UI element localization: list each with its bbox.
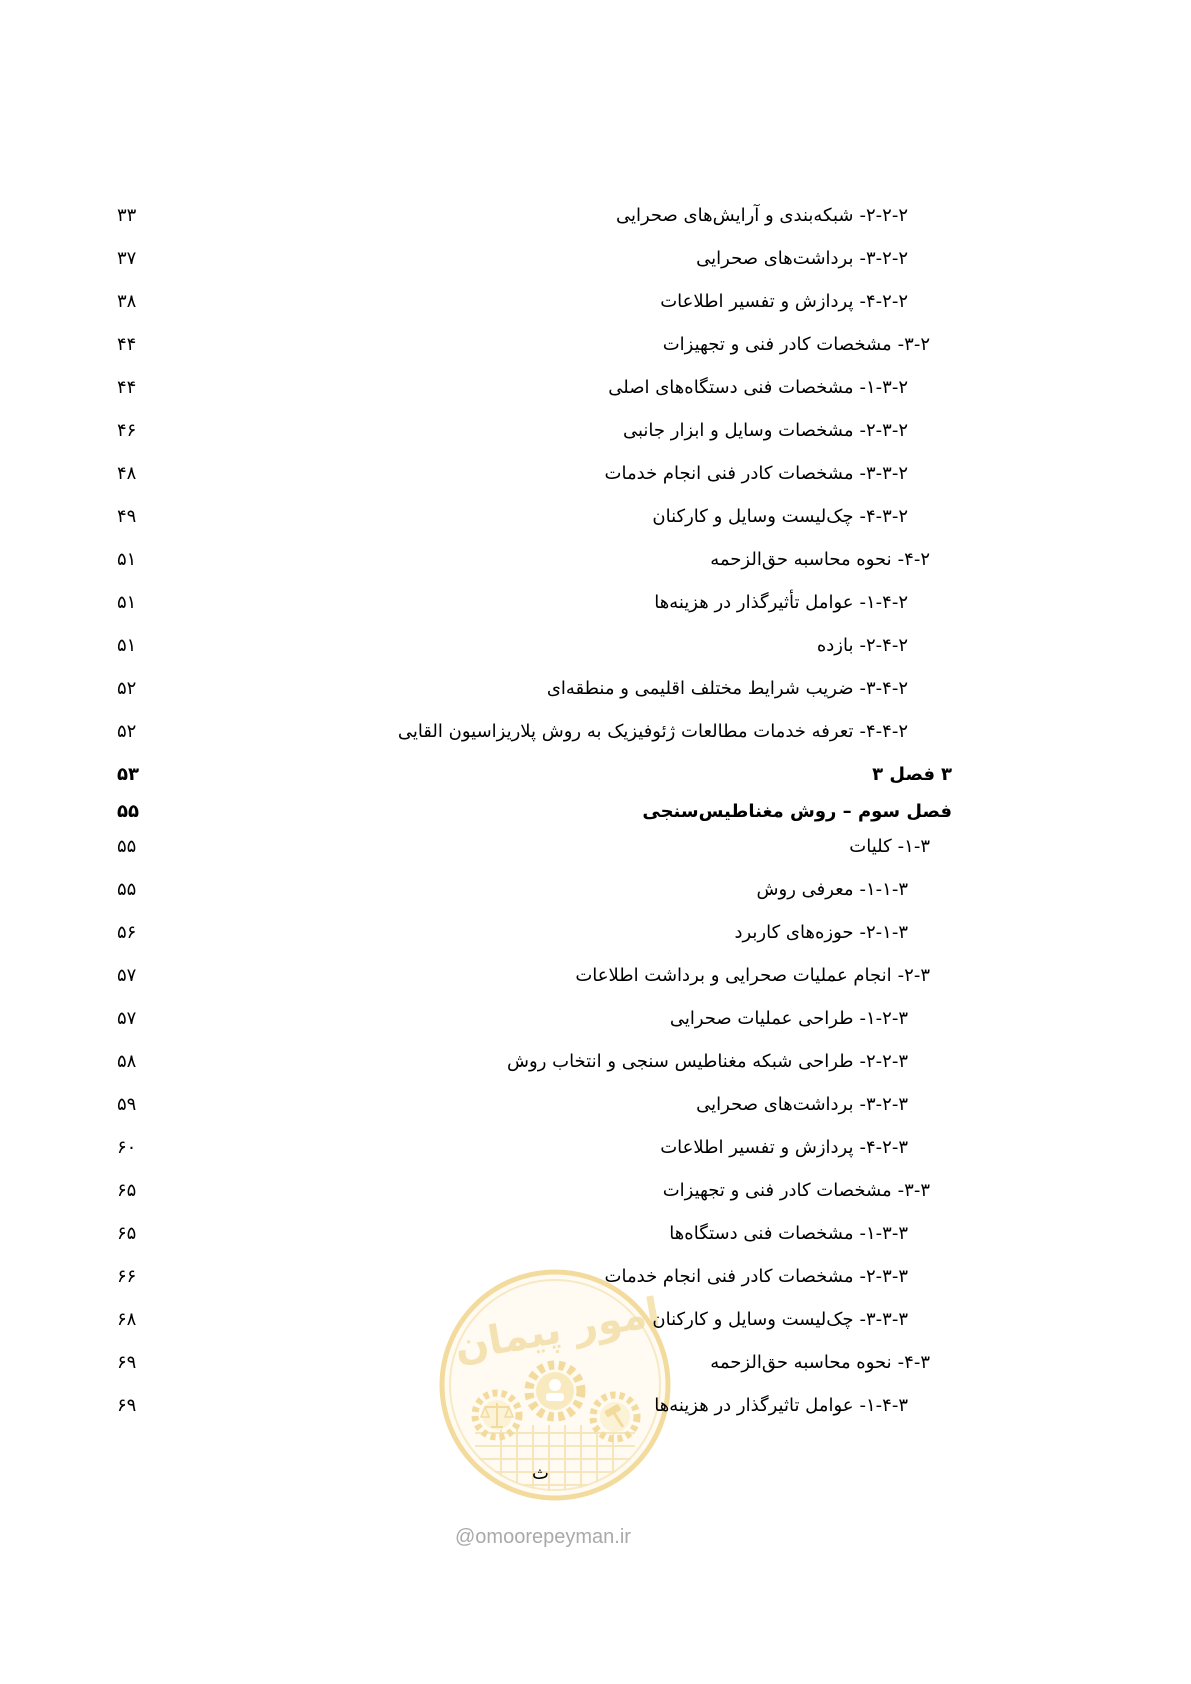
toc-subsection-entry [0, 710, 1191, 753]
toc-entry-text [669, 1212, 908, 1255]
toc-entry-number: ۳-۳- [897, 1180, 930, 1201]
toc-entry-page: ۶۶ [117, 1266, 137, 1287]
toc-entry-title: شبکه‌بندی و آرایش‌های صحرایی [615, 205, 854, 226]
toc-entry-number: ۲-۴-۴- [859, 721, 908, 742]
toc-entry-title: پردازش و تفسیر اطلاعات [660, 1137, 854, 1158]
toc-entry-number: ۲-۴-۳- [859, 678, 908, 699]
toc-entry-page: ۴۶ [117, 420, 137, 441]
toc-entry-title: مشخصات فنی دستگاه‌ها [669, 1223, 854, 1244]
toc-entry-text [660, 1126, 908, 1169]
toc-entry-title: طراحی شبکه مغناطیس سنجی و انتخاب روش [507, 1051, 854, 1072]
toc-entry-number: ۳-۲- [897, 965, 930, 986]
toc-entry-number: ۳-۲-۲- [859, 1051, 908, 1072]
toc-entry-page: ۵۲ [117, 678, 137, 699]
toc-entry-text [710, 538, 930, 581]
toc-subsection-entry [0, 911, 1191, 954]
toc-subsection-entry [0, 868, 1191, 911]
toc-entry-text [605, 452, 908, 495]
toc-entry-page: ۵۸ [117, 1051, 137, 1072]
toc-entry-text [757, 868, 908, 911]
toc-entry-page: ۵۳ [117, 764, 139, 785]
toc-entry-number: ۳-۱- [897, 836, 930, 857]
table-of-contents [0, 194, 1191, 1427]
toc-entry-page: ۶۸ [117, 1309, 137, 1330]
toc-subsection-entry [0, 1040, 1191, 1083]
toc-subsection-entry [0, 624, 1191, 667]
toc-entry-text [710, 1341, 930, 1384]
toc-entry-page: ۵۱ [117, 635, 137, 656]
toc-entry-text [817, 624, 908, 667]
toc-section-entry [0, 1341, 1191, 1384]
toc-entry-number: ۲-۳- [897, 334, 930, 355]
toc-entry-title: عوامل تاثیرگذار در هزینه‌ها [654, 1395, 854, 1416]
toc-entry-title: مشخصات کادر فنی انجام خدمات [604, 463, 854, 484]
toc-entry-text [696, 237, 908, 280]
toc-entry-page: ۵۶ [117, 922, 137, 943]
toc-entry-page: ۴۴ [117, 334, 137, 355]
toc-entry-text [663, 1169, 930, 1212]
toc-entry-text [849, 825, 930, 868]
toc-entry-text [660, 280, 908, 323]
toc-entry-number: ۲-۲-۳- [859, 248, 908, 269]
toc-entry-number: ۳-۳-۲- [859, 1266, 908, 1287]
toc-subsection-entry [0, 997, 1191, 1040]
toc-entry-number: ۲-۳-۲- [859, 420, 908, 441]
toc-entry-number: ۲-۳-۱- [859, 377, 908, 398]
toc-entry-number: ۲-۳-۳- [859, 463, 908, 484]
toc-entry-text [652, 1298, 908, 1341]
toc-entry-number: ۳ [941, 764, 952, 785]
toc-section-entry [0, 954, 1191, 997]
toc-entry-title: کلیات [849, 836, 892, 857]
watermark-url: @omoorepeyman.ir [455, 1526, 631, 1548]
toc-entry-title: نحوه محاسبه حق‌الزحمه [710, 1352, 892, 1373]
toc-entry-text [623, 409, 908, 452]
toc-subsection-entry [0, 409, 1191, 452]
toc-entry-page: ۳۳ [117, 205, 137, 226]
toc-subsection-entry [0, 495, 1191, 538]
toc-entry-text [616, 194, 908, 237]
toc-subsection-entry [0, 667, 1191, 710]
toc-entry-title: نحوه محاسبه حق‌الزحمه [710, 549, 892, 570]
toc-subsection-entry [0, 280, 1191, 323]
toc-entry-page: ۵۷ [117, 1008, 137, 1029]
toc-subsection-entry [0, 1298, 1191, 1341]
toc-entry-text [654, 581, 908, 624]
toc-entry-number: ۳-۱-۲- [859, 922, 908, 943]
toc-entry-title: ضریب شرایط مختلف اقلیمی و منطقه‌ای [546, 678, 854, 699]
toc-entry-number: ۳-۲-۴- [859, 1137, 908, 1158]
toc-entry-title: مشخصات کادر فنی انجام خدمات [604, 1266, 854, 1287]
toc-entry-title: طراحی عملیات صحرایی [669, 1008, 854, 1029]
toc-subsection-entry [0, 1255, 1191, 1298]
toc-entry-number: ۳-۴-۱- [859, 1395, 908, 1416]
toc-entry-page: ۶۹ [117, 1395, 137, 1416]
toc-entry-title: چک‌لیست وسایل و کارکنان [652, 1309, 854, 1330]
page-number: ث [532, 1463, 549, 1484]
toc-entry-text [654, 1384, 908, 1427]
toc-entry-page: ۵۲ [117, 721, 137, 742]
toc-entry-title: تعرفه خدمات مطالعات ژئوفیزیک به روش پلاریزاسیون القایی [397, 721, 854, 742]
toc-entry-number: ۲-۴-۱- [859, 592, 908, 613]
toc-subsection-entry [0, 1083, 1191, 1126]
toc-entry-page: ۵۱ [117, 592, 137, 613]
toc-section-entry [0, 538, 1191, 581]
toc-entry-text [507, 1040, 908, 1083]
toc-entry-title: عوامل تأثیرگذار در هزینه‌ها [654, 592, 854, 613]
toc-entry-title: مشخصات وسایل و ابزار جانبی [622, 420, 854, 441]
toc-entry-page: ۵۹ [117, 1094, 137, 1115]
toc-entry-page: ۵۱ [117, 549, 137, 570]
toc-entry-page: ۳۸ [117, 291, 137, 312]
toc-entry-text [670, 997, 908, 1040]
toc-entry-title: فصل ۳ [872, 764, 935, 785]
toc-entry-page: ۶۰ [117, 1137, 137, 1158]
toc-subsection-entry [0, 237, 1191, 280]
toc-entry-title: بازده [816, 635, 854, 656]
toc-entry-title: پردازش و تفسیر اطلاعات [660, 291, 854, 312]
toc-entry-number: ۲-۲-۲- [859, 205, 908, 226]
toc-section-entry [0, 1169, 1191, 1212]
toc-entry-number: ۲-۴- [897, 549, 930, 570]
toc-entry-page: ۴۸ [117, 463, 137, 484]
toc-entry-number: ۳-۴- [897, 1352, 930, 1373]
toc-entry-text [575, 954, 930, 997]
toc-entry-title: برداشت‌های صحرایی [696, 248, 854, 269]
toc-entry-number: ۳-۳-۳- [859, 1309, 908, 1330]
toc-entry-title: انجام عملیات صحرایی و برداشت اطلاعات [575, 965, 892, 986]
toc-entry-title: معرفی روش [756, 879, 854, 900]
toc-entry-number: ۲-۲-۴- [859, 291, 908, 312]
toc-entry-page: ۶۵ [117, 1180, 137, 1201]
toc-entry-page: ۴۹ [117, 506, 137, 527]
toc-entry-page: ۶۹ [117, 1352, 137, 1373]
toc-subsection-entry [0, 1126, 1191, 1169]
toc-subsection-entry [0, 581, 1191, 624]
toc-entry-number: ۲-۴-۲- [859, 635, 908, 656]
toc-subsection-entry [0, 1212, 1191, 1255]
toc-entry-title: مشخصات کادر فنی و تجهیزات [662, 1180, 892, 1201]
toc-section-entry [0, 825, 1191, 868]
toc-entry-page: ۵۵ [117, 879, 137, 900]
toc-entry-text [696, 1083, 908, 1126]
toc-entry-title: مشخصات فنی دستگاه‌های اصلی [608, 377, 854, 398]
toc-entry-title: چک‌لیست وسایل و کارکنان [652, 506, 854, 527]
toc-entry-title: فصل سوم – روش مغناطیس‌سنجی [642, 801, 952, 822]
toc-entry-text [547, 667, 908, 710]
toc-entry-title: مشخصات کادر فنی و تجهیزات [662, 334, 892, 355]
toc-entry-text [734, 911, 908, 954]
toc-entry-text [663, 323, 930, 366]
toc-subsection-entry [0, 452, 1191, 495]
toc-entry-number: ۳-۲-۱- [859, 1008, 908, 1029]
toc-entry-text [608, 366, 908, 409]
toc-entry-page: ۵۵ [117, 801, 139, 822]
toc-subsection-entry [0, 1384, 1191, 1427]
toc-entry-page: ۶۵ [117, 1223, 137, 1244]
toc-entry-number: ۳-۱-۱- [859, 879, 908, 900]
toc-entry-text [652, 495, 908, 538]
toc-entry-page: ۳۷ [117, 248, 137, 269]
toc-entry-page: ۵۵ [117, 836, 137, 857]
toc-entry-text [398, 710, 908, 753]
toc-entry-number: ۲-۳-۴- [859, 506, 908, 527]
toc-entry-page: ۴۴ [117, 377, 137, 398]
toc-subsection-entry [0, 366, 1191, 409]
toc-subsection-entry [0, 194, 1191, 237]
logo-lettering: امور پیمان [450, 1289, 664, 1371]
toc-entry-number: ۳-۳-۱- [859, 1223, 908, 1244]
toc-section-entry [0, 323, 1191, 366]
toc-entry-title: برداشت‌های صحرایی [696, 1094, 854, 1115]
toc-entry-title: حوزه‌های کاربرد [734, 922, 854, 943]
toc-entry-text [605, 1255, 908, 1298]
toc-entry-number: ۳-۲-۳- [859, 1094, 908, 1115]
toc-entry-page: ۵۷ [117, 965, 137, 986]
